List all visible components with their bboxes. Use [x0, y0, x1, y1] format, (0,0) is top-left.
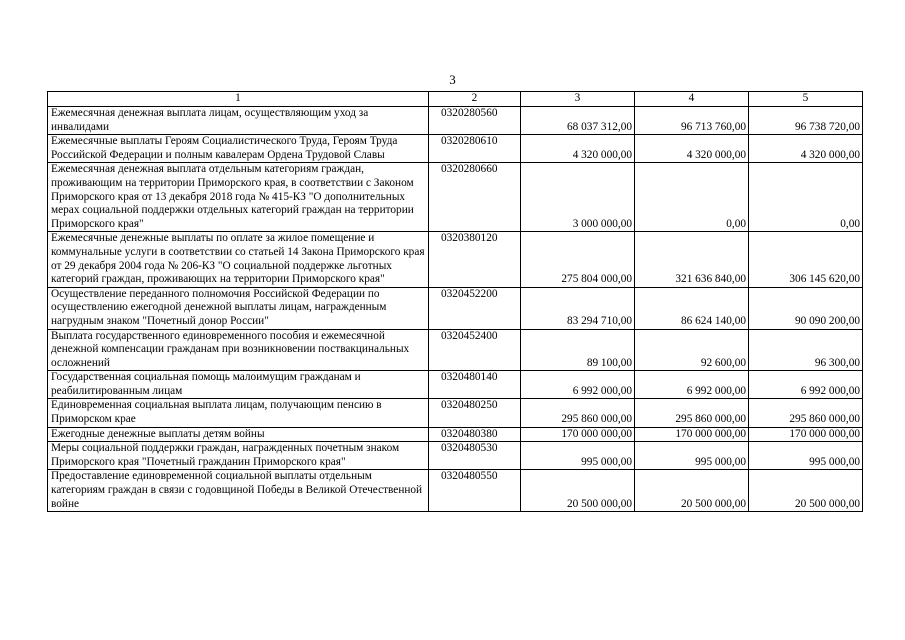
- table-header-row: [48, 92, 863, 107]
- row-name-cell: Меры социальной поддержки граждан, награжденных почетным знаком Приморского края "Почетный гражданин Приморского края": [48, 442, 429, 470]
- row-value-col3: 6 992 000,00: [521, 371, 635, 399]
- row-name-cell: Ежемесячные выплаты Героям Социалистического Труда, Героям Труда Российской Федерации и полным кавалерам Ордена Трудовой Славы: [48, 135, 429, 163]
- row-name-cell: Ежемесячные денежные выплаты по оплате за жилое помещение и коммунальные услуги в соответствии со статьей 14 Закона Приморского края от 29 декабря 2004 года № 206-КЗ "О социальной поддержке льготных категорий граждан, проживающих на территории Приморского края": [48, 232, 429, 287]
- row-value-col4: 170 000 000,00: [635, 427, 749, 442]
- row-value-col3: 83 294 710,00: [521, 287, 635, 329]
- row-value-col3: 4 320 000,00: [521, 135, 635, 163]
- column-header: 5: [749, 92, 863, 107]
- row-value-col3: 995 000,00: [521, 442, 635, 470]
- row-value-col4: 86 624 140,00: [635, 287, 749, 329]
- row-name-cell: Единовременная социальная выплата лицам, получающим пенсию в Приморском крае: [48, 399, 429, 427]
- row-value-col3: 170 000 000,00: [521, 427, 635, 442]
- row-code-cell: 0320452200: [429, 287, 521, 329]
- row-value-col4: 321 636 840,00: [635, 232, 749, 287]
- row-value-col3: 20 500 000,00: [521, 470, 635, 512]
- row-value-col4: 995 000,00: [635, 442, 749, 470]
- row-value-col3: 68 037 312,00: [521, 107, 635, 135]
- table-row: [48, 232, 863, 287]
- row-code-cell: 0320280660: [429, 163, 521, 232]
- table-row: [48, 135, 863, 163]
- row-value-col4: 92 600,00: [635, 329, 749, 371]
- row-name-cell: Ежемесячная денежная выплата отдельным категориям граждан, проживающим на территории Приморского края, в соответствии с Законом Приморского края от 13 декабря 2018 года № 415-КЗ "О дополнительных мерах социальной поддержки отдельных категорий граждан на территории Приморского края": [48, 163, 429, 232]
- table-row: [48, 427, 863, 442]
- row-value-col5: 995 000,00: [749, 442, 863, 470]
- table-row: [48, 107, 863, 135]
- row-value-col3: 295 860 000,00: [521, 399, 635, 427]
- row-name-cell: Осуществление переданного полномочия Российской Федерации по осуществлению ежегодной денежной выплаты лицам, награжденным нагрудным знаком "Почетный донор России": [48, 287, 429, 329]
- row-value-col5: 4 320 000,00: [749, 135, 863, 163]
- row-value-col3: 275 804 000,00: [521, 232, 635, 287]
- column-header: 1: [48, 92, 429, 107]
- budget-table: [47, 91, 863, 512]
- row-code-cell: 0320480380: [429, 427, 521, 442]
- row-code-cell: 0320480530: [429, 442, 521, 470]
- table-row: [48, 399, 863, 427]
- row-value-col4: 96 713 760,00: [635, 107, 749, 135]
- row-value-col5: 20 500 000,00: [749, 470, 863, 512]
- row-value-col4: 6 992 000,00: [635, 371, 749, 399]
- row-code-cell: 0320280610: [429, 135, 521, 163]
- row-value-col5: 96 738 720,00: [749, 107, 863, 135]
- row-name-cell: Выплата государственного единовременного пособия и ежемесячной денежной компенсации гражданам при возникновении поствакцинальных осложнений: [48, 329, 429, 371]
- row-code-cell: 0320280560: [429, 107, 521, 135]
- column-header: 3: [521, 92, 635, 107]
- row-code-cell: 0320380120: [429, 232, 521, 287]
- row-code-cell: 0320480250: [429, 399, 521, 427]
- row-value-col3: 89 100,00: [521, 329, 635, 371]
- row-value-col4: 0,00: [635, 163, 749, 232]
- row-value-col5: 295 860 000,00: [749, 399, 863, 427]
- column-header: 4: [635, 92, 749, 107]
- table-row: [48, 329, 863, 371]
- row-name-cell: Ежемесячная денежная выплата лицам, осуществляющим уход за инвалидами: [48, 107, 429, 135]
- row-code-cell: 0320452400: [429, 329, 521, 371]
- row-value-col5: 96 300,00: [749, 329, 863, 371]
- table-row: [48, 371, 863, 399]
- row-value-col4: 20 500 000,00: [635, 470, 749, 512]
- row-value-col4: 295 860 000,00: [635, 399, 749, 427]
- row-value-col5: 170 000 000,00: [749, 427, 863, 442]
- table-row: [48, 163, 863, 232]
- row-value-col5: 0,00: [749, 163, 863, 232]
- row-value-col3: 3 000 000,00: [521, 163, 635, 232]
- row-value-col5: 306 145 620,00: [749, 232, 863, 287]
- row-value-col5: 6 992 000,00: [749, 371, 863, 399]
- table-row: [48, 442, 863, 470]
- table-row: [48, 287, 863, 329]
- column-header: 2: [429, 92, 521, 107]
- page-number: 3: [449, 72, 456, 87]
- row-code-cell: 0320480550: [429, 470, 521, 512]
- row-code-cell: 0320480140: [429, 371, 521, 399]
- row-name-cell: Предоставление единовременной социальной выплаты отдельным категориям граждан в связи с годовщиной Победы в Великой Отечественной войне: [48, 470, 429, 512]
- row-value-col5: 90 090 200,00: [749, 287, 863, 329]
- row-name-cell: Государственная социальная помощь малоимущим гражданам и реабилитированным лицам: [48, 371, 429, 399]
- row-name-cell: Ежегодные денежные выплаты детям войны: [48, 427, 429, 442]
- table-row: [48, 470, 863, 512]
- row-value-col4: 4 320 000,00: [635, 135, 749, 163]
